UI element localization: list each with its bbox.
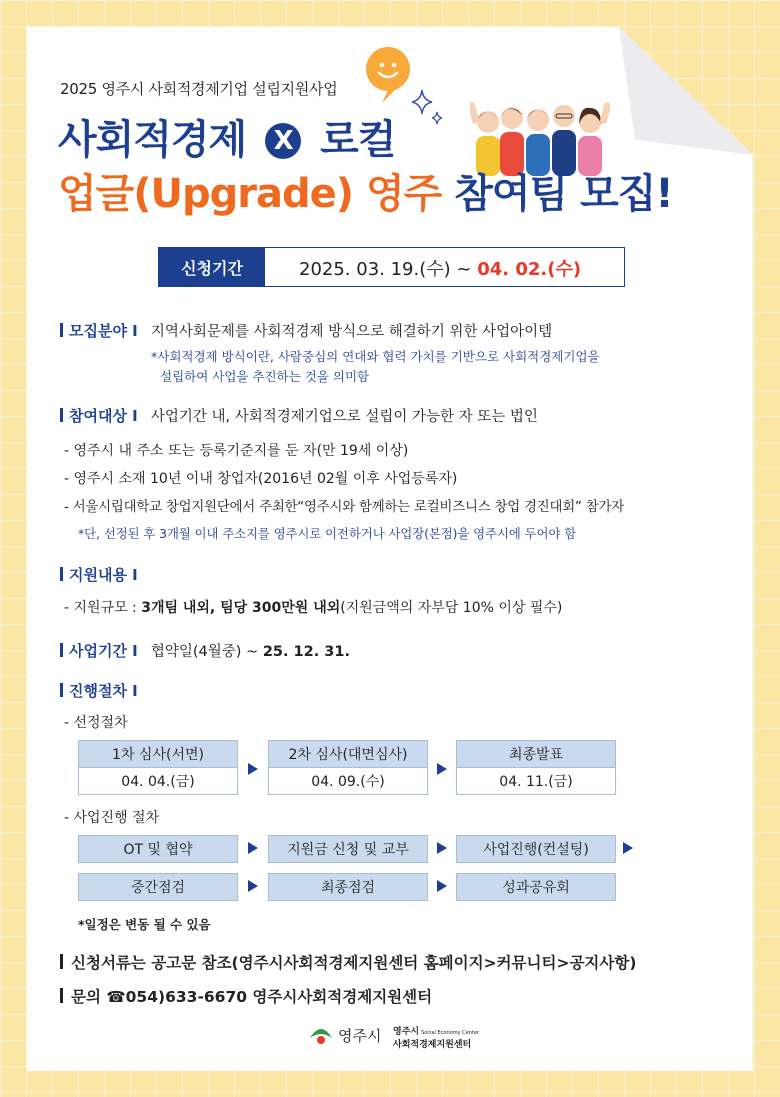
business-period-text: 협약일(4월중) ~ 25. 12. 31. <box>150 644 350 660</box>
process-consulting: 사업진행(컨설팅) <box>456 835 616 863</box>
schedule-note: *일정은 변동 될 수 있음 <box>78 917 211 932</box>
title-team-recruit: 참여팀 모집! <box>454 171 673 217</box>
period-label: 신청기간 <box>159 248 265 286</box>
support-scale: - 지원규모 : 3개팀 내외, 팀당 300만원 내외(지원금액의 자부담 10% 이상 필수) <box>64 600 563 616</box>
section-support <box>60 564 138 585</box>
arrow-right-icon <box>248 880 258 892</box>
process-results-sharing: 성과공유회 <box>456 873 616 901</box>
yeongju-city-logo: 영주시 <box>308 1024 381 1046</box>
section-process <box>60 680 138 701</box>
business-process-label: - 사업진행 절차 <box>64 810 160 826</box>
recruit-note-2: 설립하여 사업을 추진하는 것을 의미함 <box>160 369 370 384</box>
center-logo-top: 영주시 Social Economy Center <box>393 1027 479 1037</box>
title-local: 로컬 <box>320 117 396 163</box>
eligibility-text: 사업기간 내, 사회적경제기업으로 설립이 가능한 자 또는 법인 <box>150 409 538 425</box>
recruit-note-1: *사회적경제 방식이란, 사람중심의 연대와 협력 가치를 기반으로 사회적경제기업을 <box>151 349 600 364</box>
support-heading: 지원내용 I <box>60 566 138 584</box>
recruit-heading: 모집분야 I <box>60 322 138 340</box>
arrow-right-icon <box>248 763 258 775</box>
eligibility-note: *단, 선정된 후 3개월 이내 주소지를 영주시로 이전하거나 사업장(본점)을 영주시에 두어야 함 <box>78 527 577 541</box>
step-title: 1차 심사(서면) <box>79 741 237 768</box>
step-title: 2차 심사(대면심사) <box>269 741 427 768</box>
eligibility-heading: 참여대상 I <box>60 407 138 425</box>
poster-title-line2 <box>58 162 673 219</box>
center-logo-bottom: 사회적경제지원센터 <box>393 1040 472 1050</box>
selection-step-3 <box>456 740 616 795</box>
eligibility-item-3: - 서울시립대학교 창업지원단에서 주최한“영주시와 함께하는 로컬비즈니스 창업 경진대회” 참가자 <box>64 500 624 515</box>
period-start: 2025. 03. 19.(수) ~ <box>299 259 478 280</box>
application-period-box <box>158 247 625 287</box>
sparkle-icon <box>410 88 446 132</box>
title-x-badge: X <box>265 123 301 159</box>
arrow-right-icon <box>623 842 633 854</box>
step-date: 04. 09.(수) <box>311 774 385 790</box>
step-title: 최종발표 <box>457 741 615 768</box>
process-heading: 진행절차 I <box>60 682 138 700</box>
social-economy-center-logo <box>393 1024 479 1050</box>
recruit-text: 지역사회문제를 사회적경제 방식으로 해결하기 위한 사업아이템 <box>150 324 553 340</box>
arrow-right-icon <box>437 842 447 854</box>
process-ot-agreement: OT 및 협약 <box>78 835 238 863</box>
poster-title-line1 <box>58 108 395 165</box>
period-dates <box>299 255 581 281</box>
section-eligibility <box>60 405 538 426</box>
section-business-period <box>60 640 350 661</box>
selection-step-2 <box>268 740 428 795</box>
section-recruit <box>60 320 552 341</box>
eligibility-item-2: - 영주시 소재 10년 이내 창업자(2016년 02월 이후 사업등록자) <box>64 471 458 487</box>
smile-bubble-icon <box>366 47 410 91</box>
page-fold-corner <box>619 27 753 155</box>
arrow-right-icon <box>248 842 258 854</box>
poster-subtitle: 2025 영주시 사회적경제기업 설립지원사업 <box>60 80 338 98</box>
process-final-check: 최종점검 <box>268 873 428 901</box>
title-social-economy: 사회적경제 <box>58 117 247 163</box>
arrow-right-icon <box>437 763 447 775</box>
selection-step-1 <box>78 740 238 795</box>
step-date: 04. 04.(금) <box>121 774 195 790</box>
eligibility-item-1: - 영주시 내 주소 또는 등록기준지를 둔 자(만 19세 이상) <box>64 443 409 459</box>
business-period-heading: 사업기간 I <box>60 642 138 660</box>
step-date: 04. 11.(금) <box>499 774 573 790</box>
period-end: 04. 02.(수) <box>477 259 582 280</box>
documents-notice: 신청서류는 공고문 참조(영주시사회적경제지원센터 홈페이지>커뮤니티>공지사항) <box>60 951 636 973</box>
city-emblem-icon <box>308 1024 334 1046</box>
arrow-right-icon <box>437 880 447 892</box>
process-mid-check: 중간점검 <box>78 873 238 901</box>
contact-info: 문의 ☎054)633-6670 영주시사회적경제지원센터 <box>60 985 432 1007</box>
title-upgrade-yeongju: 업글(Upgrade) 영주 <box>58 171 442 217</box>
selection-label: - 선정절차 <box>64 715 128 731</box>
process-grant-application: 지원금 신청 및 교부 <box>268 835 428 863</box>
